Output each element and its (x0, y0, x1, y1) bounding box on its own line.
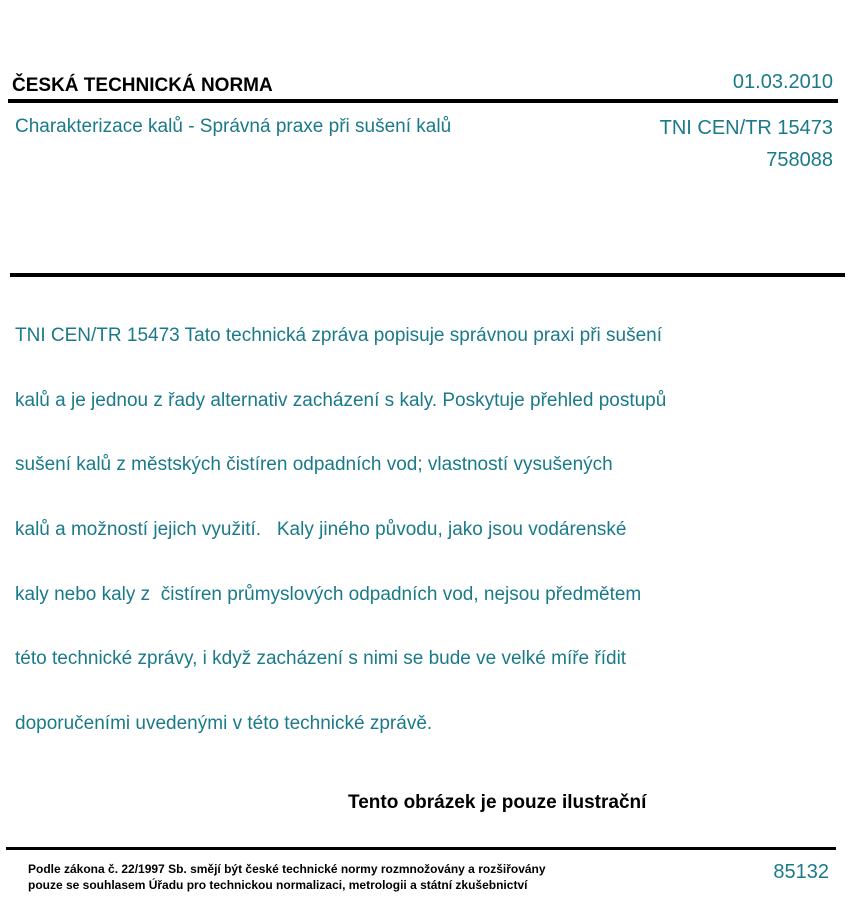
catalog-number: 85132 (773, 861, 829, 883)
header-divider (8, 99, 838, 103)
abstract-line: sušení kalů z městských čistíren odpadních vod; vlastností vysušených (15, 454, 613, 476)
section-divider (10, 273, 845, 277)
abstract-line: kalů a možností jejich využití. Kaly jiného původu, jako jsou vodárenské (15, 519, 627, 541)
legal-line: pouze se souhlasem Úřadu pro technickou normalizaci, metrologii a státní zkušebnictví (28, 878, 528, 892)
abstract-line: TNI CEN/TR 15473 Tato technická zpráva popisuje správnou praxi při sušení (15, 325, 663, 347)
abstract-text (15, 288, 775, 772)
document-subtitle: Charakterizace kalů - Správná praxe při sušení kalů (15, 116, 452, 137)
abstract-line: této technické zprávy, i když zacházení s nimi se bude ve velké míře řídit (15, 648, 627, 670)
footer-divider (6, 847, 836, 850)
legal-notice (28, 861, 546, 893)
legal-line: Podle zákona č. 22/1997 Sb. smějí být české technické normy rozmnožovány a rozšiřovány (28, 862, 546, 876)
illustration-notice: Tento obrázek je pouze ilustrační (348, 792, 647, 813)
abstract-line: kaly nebo kaly z čistíren průmyslových odpadních vod, nejsou předmětem (15, 583, 642, 605)
abstract-line: doporučeními uvedenými v této technické zprávě. (15, 712, 433, 734)
document-type-title: ČESKÁ TECHNICKÁ NORMA (12, 75, 273, 96)
standard-code: TNI CEN/TR 15473 (659, 117, 833, 139)
abstract-line: kalů a je jednou z řady alternativ zacházení s kaly. Poskytuje přehled postupů (15, 389, 667, 411)
issue-date: 01.03.2010 (732, 71, 833, 93)
classification-code: 758088 (766, 149, 833, 171)
